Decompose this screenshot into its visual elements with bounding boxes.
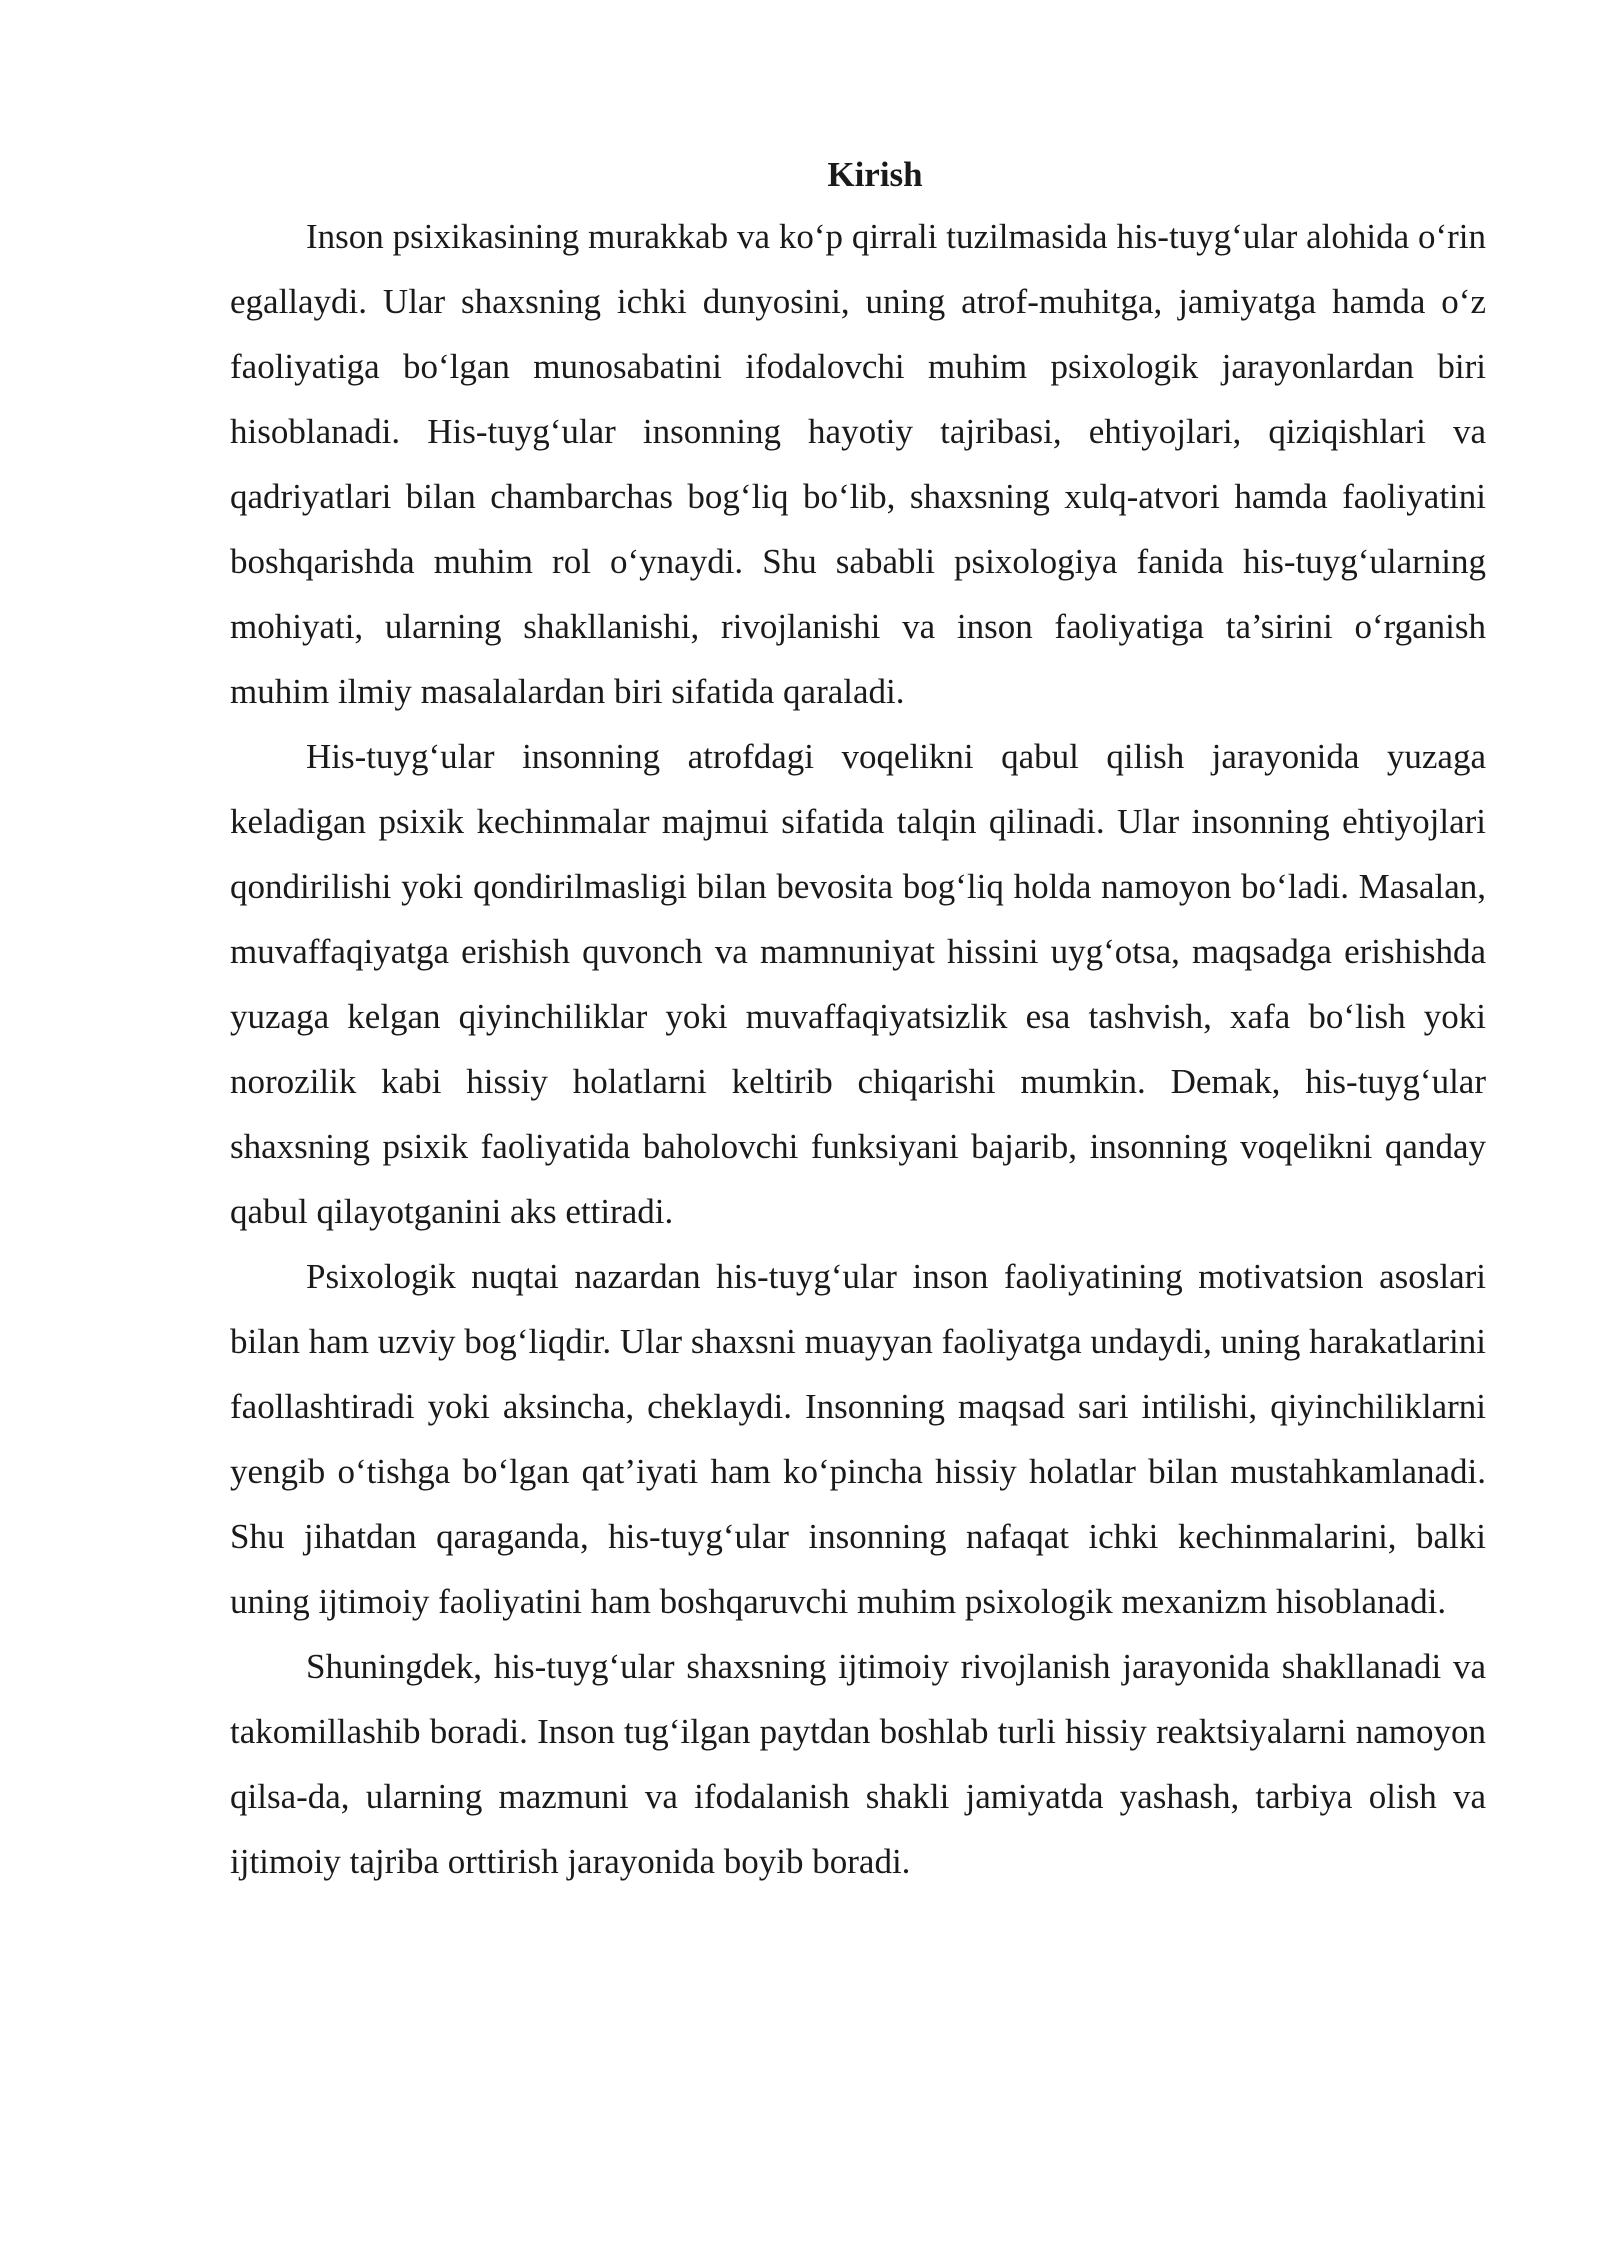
document-page	[230, 148, 1486, 1894]
paragraph-3: Psixologik nuqtai nazardan his-tuyg‘ular inson faoliyatining motivatsion asoslari bilan ham uzviy bog‘liqdir. Ular shaxsni muayyan faoliyatga undaydi, uning harakatlarini faollashtiradi yoki aksincha, cheklaydi. Insonning maqsad sari intilishi, qiyinchiliklarni yengib o‘tishga bo‘lgan qat’iyati ham ko‘pincha hissiy holatlar bilan mustahkamlanadi. Shu jihatdan qaraganda, his-tuyg‘ular insonning nafaqat ichki kechinmalarini, balki uning ijtimoiy faoliyatini ham boshqaruvchi muhim psixologik mexanizm hisoblanadi.	[230, 1257, 1486, 1621]
paragraph-1: Inson psixikasining murakkab va ko‘p qirrali tuzilmasida his-tuyg‘ular alohida o‘rin egallaydi. Ular shaxsning ichki dunyosini, uning atrof-muhitga, jamiyatga hamda o‘z faoliyatiga bo‘lgan munosabatini ifodalovchi muhim psixologik jarayonlardan biri hisoblanadi. His-tuyg‘ular insonning hayotiy tajribasi, ehtiyojlari, qiziqishlari va qadriyatlari bilan chambarchas bog‘liq bo‘lib, shaxsning xulq-atvori hamda faoliyatini boshqarishda muhim rol o‘ynaydi. Shu sababli psixologiya fanida his-tuyg‘ularning mohiyati, ularning shakllanishi, rivojlanishi va inson faoliyatiga ta’sirini o‘rganish muhim ilmiy masalalardan biri sifatida qaraladi.	[230, 217, 1486, 711]
paragraph-2: His-tuyg‘ular insonning atrofdagi voqelikni qabul qilish jarayonida yuzaga keladigan psixik kechinmalar majmui sifatida talqin qilinadi. Ular insonning ehtiyojlari qondirilishi yoki qondirilmasligi bilan bevosita bog‘liq holda namoyon bo‘ladi. Masalan, muvaffaqiyatga erishish quvonch va mamnuniyat hissini uyg‘otsa, maqsadga erishishda yuzaga kelgan qiyinchiliklar yoki muvaffaqiyatsizlik esa tashvish, xafa bo‘lish yoki norozilik kabi hissiy holatlarni keltirib chiqarishi mumkin. Demak, his-tuyg‘ular shaxsning psixik faoliyatida baholovchi funksiyani bajarib, insonning voqelikni qanday qabul qilayotganini aks ettiradi.	[230, 737, 1486, 1231]
document-title: Kirish	[827, 155, 923, 194]
paragraph-4: Shuningdek, his-tuyg‘ular shaxsning ijtimoiy rivojlanish jarayonida shakllanadi va takomillashib boradi. Inson tug‘ilgan paytdan boshlab turli hissiy reaktsiyalarni namoyon qilsa-da, ularning mazmuni va ifodalanish shakli jamiyatda yashash, tarbiya olish va ijtimoiy tajriba orttirish jarayonida boyib boradi.	[230, 1647, 1486, 1881]
